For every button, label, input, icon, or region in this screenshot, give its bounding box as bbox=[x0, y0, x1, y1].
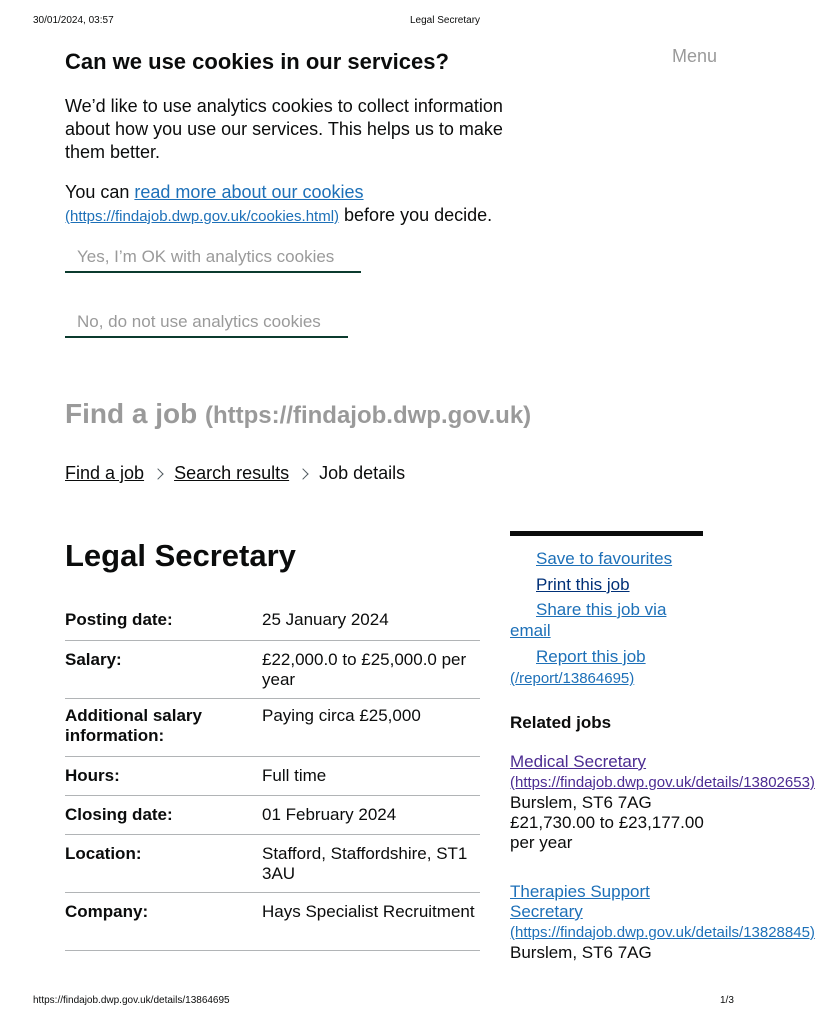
save-to-favourites-link[interactable]: Save to favourites bbox=[536, 549, 673, 568]
detail-value: 25 January 2024 bbox=[262, 601, 480, 640]
cookie-more-link[interactable]: read more about our cookies bbox=[134, 182, 364, 202]
detail-row-company bbox=[65, 892, 480, 950]
breadcrumb-search-results[interactable]: Search results bbox=[174, 463, 290, 483]
related-job-location: Burslem, ST6 7AG bbox=[510, 793, 652, 812]
detail-row-additional-salary bbox=[65, 698, 480, 756]
detail-label: Salary: bbox=[65, 640, 262, 698]
related-jobs-heading: Related jobs bbox=[510, 713, 612, 732]
detail-label: Additional salary information: bbox=[65, 698, 262, 756]
print-page-number: 1/3 bbox=[720, 995, 734, 1006]
page-title: Legal Secretary bbox=[65, 538, 296, 573]
breadcrumb-find-a-job[interactable]: Find a job bbox=[65, 463, 145, 483]
accept-cookies-button[interactable]: Yes, I’m OK with analytics cookies bbox=[65, 239, 361, 273]
related-job-salary: £21,730.00 to £23,177.00 per year bbox=[510, 813, 704, 852]
chevron-right-icon bbox=[297, 468, 308, 479]
cookie-banner-title: Can we use cookies in our services? bbox=[65, 49, 449, 74]
detail-value: Paying circa £25,000 bbox=[262, 698, 480, 756]
related-job-title-link[interactable]: Therapies Support Secretary bbox=[510, 882, 650, 921]
report-job-item bbox=[510, 646, 705, 689]
detail-value: Stafford, Staffordshire, ST1 3AU bbox=[262, 834, 480, 892]
detail-row-salary bbox=[65, 640, 480, 698]
detail-value: Hays Specialist Recruitment bbox=[262, 892, 480, 950]
detail-row-hours bbox=[65, 756, 480, 795]
print-job-item bbox=[510, 574, 705, 595]
cookie-more-url[interactable]: (https://findajob.dwp.gov.uk/cookies.html) bbox=[65, 208, 340, 225]
detail-label: Posting date: bbox=[65, 601, 262, 640]
related-job-url[interactable]: (https://findajob.dwp.gov.uk/details/13828845) bbox=[510, 924, 815, 941]
share-job-item bbox=[510, 599, 705, 641]
related-job-location: Burslem, ST6 7AG bbox=[510, 943, 652, 962]
report-job-link[interactable]: Report this job bbox=[536, 647, 646, 666]
cookie-banner-text: We’d like to use analytics cookies to collect information about how you use our services. This helps us to make them better. bbox=[65, 96, 503, 162]
print-job-link[interactable]: Print this job bbox=[536, 575, 630, 594]
related-job-title-link[interactable]: Medical Secretary bbox=[510, 752, 647, 771]
print-datetime: 30/01/2024, 03:57 bbox=[33, 15, 114, 26]
cookie-more-paragraph bbox=[65, 181, 535, 228]
cookie-more-suffix: before you decide. bbox=[339, 205, 493, 225]
detail-value: 01 February 2024 bbox=[262, 795, 480, 834]
chevron-right-icon bbox=[152, 468, 163, 479]
breadcrumb bbox=[65, 463, 405, 484]
detail-value: Full time bbox=[262, 756, 480, 795]
breadcrumb-current: Job details bbox=[319, 463, 406, 483]
detail-label: Hours: bbox=[65, 756, 262, 795]
related-job bbox=[510, 752, 815, 853]
detail-value: £22,000.0 to £25,000.0 per year bbox=[262, 640, 480, 698]
detail-label: Location: bbox=[65, 834, 262, 892]
share-job-link[interactable]: Share this job via email bbox=[510, 600, 667, 640]
job-details-table bbox=[65, 601, 480, 951]
detail-row-posting-date bbox=[65, 601, 480, 640]
service-name[interactable] bbox=[65, 398, 531, 430]
detail-label: Company: bbox=[65, 892, 262, 950]
print-footer-url: https://findajob.dwp.gov.uk/details/13864695 bbox=[33, 995, 230, 1006]
reject-cookies-button[interactable]: No, do not use analytics cookies bbox=[65, 304, 348, 338]
save-to-favourites-item bbox=[510, 548, 705, 569]
service-name-text[interactable]: Find a job bbox=[65, 398, 198, 429]
detail-row-closing-date bbox=[65, 795, 480, 834]
menu-button[interactable]: Menu bbox=[671, 46, 717, 66]
service-url[interactable]: (https://findajob.dwp.gov.uk) bbox=[205, 402, 532, 429]
related-job bbox=[510, 882, 815, 963]
report-job-url[interactable]: (/report/13864695) bbox=[510, 670, 635, 687]
cookie-more-prefix: You can bbox=[65, 182, 135, 202]
print-doc-title: Legal Secretary bbox=[410, 15, 481, 26]
actions-divider bbox=[510, 531, 703, 536]
detail-label: Closing date: bbox=[65, 795, 262, 834]
detail-row-location bbox=[65, 834, 480, 892]
related-job-url[interactable]: (https://findajob.dwp.gov.uk/details/13802653) bbox=[510, 774, 815, 791]
